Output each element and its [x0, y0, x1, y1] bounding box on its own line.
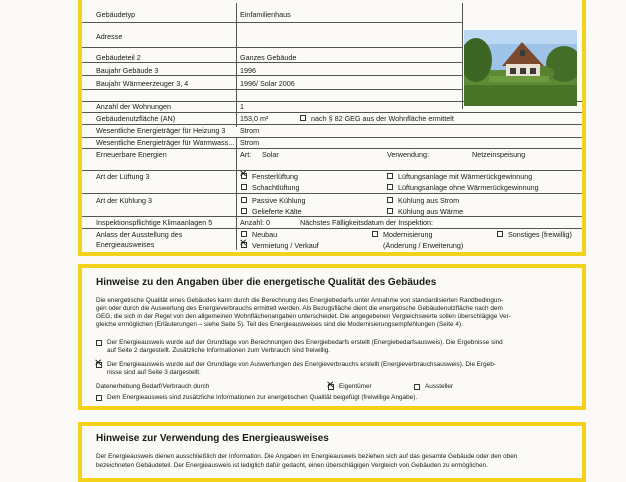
- value-verwendung: Netzeinspeisung: [472, 150, 526, 159]
- label-klimaanlagen: Inspektionspflichtige Klimaanlagen 5: [96, 218, 213, 227]
- label-datenerhebung: Datenerhebung Bedarf/Verbrauch durch: [96, 383, 210, 390]
- paragraph-qualitaet: [96, 297, 576, 329]
- checkbox-lueftung-ohne-wrg[interactable]: [387, 184, 393, 190]
- option-kuehlung-waerme: Kühlung aus Wärme: [398, 207, 464, 216]
- label-art: Art:: [240, 150, 252, 159]
- heading-hinweise-qualitaet: Hinweise zu den Angaben über die energetische Qualität des Gebäudes: [96, 277, 437, 288]
- checkbox-lueftung-mit-wrg[interactable]: [387, 173, 393, 179]
- value-baujahr-gebaeude: 1996: [240, 66, 256, 75]
- value-anzahl-wohnungen: 1: [240, 102, 244, 111]
- option-line: Der Energieausweis wurde auf der Grundlage von Berechnungen des Energiebedarfs erstellt (Energiebedarfsausweis). Die Ergebnisse sind: [107, 339, 503, 346]
- label-faelligkeitsdatum: Nächstes Fälligkeitsdatum der Inspektion:: [300, 218, 434, 227]
- hinweise-verwendung-frame: [78, 422, 586, 482]
- option-energieverbrauchsausweis: [107, 361, 496, 377]
- option-line: Der Energieausweis wurde auf der Grundlage von Auswertungen des Energieverbrauchs erstellt (Energieverbrauchsausweis). Die Ergeb-: [107, 361, 496, 368]
- option-aenderung-erweiterung: (Änderung / Erweiterung): [383, 241, 464, 250]
- checkbox-neubau[interactable]: [241, 231, 247, 237]
- checkbox-modernisierung[interactable]: [372, 231, 378, 237]
- checkbox-passive-kuehlung[interactable]: [241, 197, 247, 203]
- label-kuehlung: Art der Kühlung 3: [96, 196, 152, 205]
- value-art: Solar: [262, 150, 279, 159]
- cross-mark-icon: ✕: [239, 169, 248, 180]
- value-gebaeudeteil: Ganzes Gebäude: [240, 53, 297, 62]
- option-aussteller: Aussteller: [425, 383, 454, 390]
- paragraph-line: Die energetische Qualität eines Gebäudes kann durch die Berechnung des Energiebedarfs unter Annahme von standardisierten Randbedingun-: [96, 297, 504, 304]
- heading-hinweise-verwendung: Hinweise zur Verwendung des Energieausweises: [96, 433, 329, 444]
- label-verwendung: Verwendung:: [387, 150, 429, 159]
- label-baujahr-waermeerzeuger: Baujahr Wärmeerzeuger 3, 4: [96, 79, 189, 88]
- label-gebaeudeteil: Gebäudeteil 2: [96, 53, 141, 62]
- grid-line: [462, 3, 463, 109]
- option-modernisierung: Modernisierung: [383, 230, 433, 239]
- option-line: auf Seite 2 dargestellt. Zusätzliche Informationen zum Verbrauch sind freiwillig.: [107, 347, 331, 355]
- cross-mark-icon: ✕: [239, 238, 248, 249]
- option-zusaetzliche-informationen: Dem Energieausweis sind zusätzliche Informationen zur energetischen Qualität beigefügt (freiwillige Angabe).: [107, 394, 418, 401]
- grid-line: [236, 138, 237, 250]
- paragraph-line: GEG, die sich in der Regel von den allgemeinen Wohnflächenangaben unterscheidet. Die angegebenen Vergleichswerte sollen überschlägige Ver-: [96, 313, 511, 321]
- checkbox-gelieferte-kaelte[interactable]: [241, 208, 247, 214]
- label-baujahr-gebaeude: Baujahr Gebäude 3: [96, 66, 159, 75]
- option-vermietung-verkauf: Vermietung / Verkauf: [252, 241, 319, 250]
- value-klima-anzahl: Anzahl: 0: [240, 218, 270, 227]
- paragraph-verwendung-line-1: Der Energieausweis dienen ausschließlich der Information. Die Angaben im Energieausweis beziehen sich auf das gesamte Gebäude oder den oben: [96, 453, 518, 460]
- checkbox-aussteller[interactable]: [414, 384, 420, 390]
- label-energietraeger-warmwasser: Wesentliche Energieträger für Warmwass...: [96, 138, 234, 147]
- option-schachtlueftung: Schachtlüftung: [252, 183, 300, 192]
- value-gebaeudenutzflaeche: 153,0 m²: [240, 114, 269, 123]
- cross-mark-icon: ✕: [94, 358, 103, 369]
- option-energiebedarfsausweis: [107, 339, 503, 355]
- label-gebaeudenutzflaeche: Gebäudenutzfläche (AN): [96, 114, 176, 123]
- label-energietraeger-heizung: Wesentliche Energieträger für Heizung 3: [96, 126, 226, 135]
- option-gelieferte-kaelte: Gelieferte Kälte: [252, 207, 302, 216]
- paragraph-line: gen oder durch die Auswertung des Energieverbrauchs ermittelt werden. Als Bezugsfläche dient die energetische Gebäudenutzfläche nach dem: [96, 305, 503, 313]
- checkbox-wohnflaeche[interactable]: [300, 115, 306, 121]
- option-line: nisse sind auf Seite 3 dargestellt.: [107, 369, 201, 377]
- option-passive-kuehlung: Passive Kühlung: [252, 196, 306, 205]
- option-sonstiges: Sonstiges (freiwillig): [508, 230, 572, 239]
- checkbox-kuehlung-strom[interactable]: [387, 197, 393, 203]
- checkbox-sonstiges[interactable]: [497, 231, 503, 237]
- option-fensterlueftung: Fensterlüftung: [252, 172, 298, 181]
- value-energietraeger-warmwasser: Strom: [240, 138, 260, 147]
- option-neubau: Neubau: [252, 230, 278, 239]
- option-kuehlung-strom: Kühlung aus Strom: [398, 196, 460, 205]
- checkbox-energiebedarfsausweis[interactable]: [96, 340, 102, 346]
- option-lueftung-ohne-wrg: Lüftungsanlage ohne Wärmerückgewinnung: [398, 183, 539, 192]
- label-lueftung: Art der Lüftung 3: [96, 172, 150, 181]
- value-gebaeudetyp: Einfamilienhaus: [240, 10, 291, 19]
- paragraph-verwendung-line-2: bezeichneten Gebäudeteil. Der Energieausweis ist lediglich dafür gedacht, einen überschlägigen Vergleich von Gebäuden zu ermöglichen.: [96, 462, 488, 469]
- label-anlass-1: Anlass der Ausstellung des: [96, 230, 183, 239]
- checkbox-kuehlung-waerme[interactable]: [387, 208, 393, 214]
- cross-mark-icon: ✕: [326, 380, 335, 391]
- label-adresse: Adresse: [96, 32, 123, 41]
- label-erneuerbare: Erneuerbare Energien: [96, 150, 167, 159]
- label-wohnflaeche-option: nach § 82 GEG aus der Wohnfläche ermittelt: [311, 114, 454, 123]
- value-baujahr-waermeerzeuger: 1996/ Solar 2006: [240, 79, 295, 88]
- label-anzahl-wohnungen: Anzahl der Wohnungen: [96, 102, 171, 111]
- house-photo: [464, 30, 577, 106]
- option-lueftung-mit-wrg: Lüftungsanlage mit Wärmerückgewinnung: [398, 172, 533, 181]
- value-energietraeger-heizung: Strom: [240, 126, 260, 135]
- label-anlass-2: Energieausweises: [96, 240, 155, 249]
- option-eigentuemer: Eigentümer: [339, 383, 372, 390]
- checkbox-schachtlueftung[interactable]: [241, 184, 247, 190]
- label-gebaeudetyp: Gebäudetyp: [96, 10, 136, 19]
- checkbox-zusaetzliche-informationen[interactable]: [96, 395, 102, 401]
- paragraph-line: gleiche ermöglichen (Erläuterungen – siehe Seite 5). Teil des Energieausweises sind die Modernisierungsempfehlungen (Seite 4).: [96, 321, 463, 329]
